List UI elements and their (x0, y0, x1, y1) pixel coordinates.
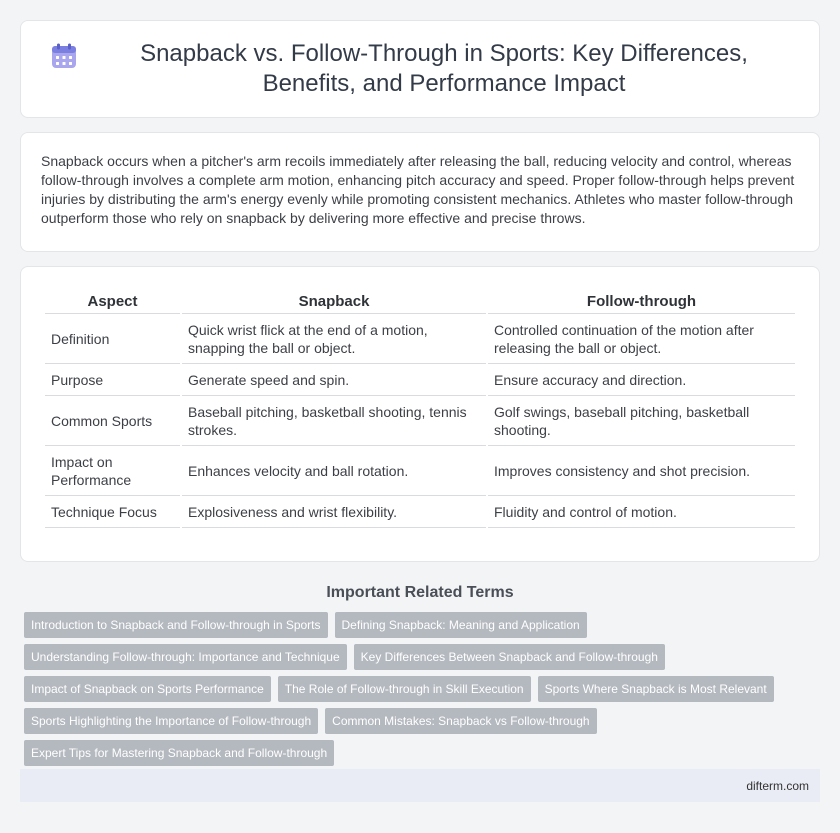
header-snapback: Snapback (182, 289, 486, 314)
follow-through-cell: Fluidity and control of motion. (488, 496, 795, 528)
table-row (45, 496, 795, 528)
aspect-cell: Technique Focus (45, 496, 180, 528)
related-terms-tags (20, 612, 820, 766)
related-term-tag[interactable]: Understanding Follow-through: Importance and Technique (24, 644, 347, 670)
intro-paragraph: Snapback occurs when a pitcher's arm recoils immediately after releasing the ball, reducing velocity and control, whereas follow-through involves a complete arm motion, enhancing pitch accuracy and speed. Proper follow-through helps prevent injuries by distributing the arm's energy evenly while promoting consistent mechanics. Athletes who master follow-through outperform those who rely on snapback by delivering more effective and precise throws. (41, 153, 795, 226)
table-row (45, 446, 795, 496)
related-term-tag[interactable]: Key Differences Between Snapback and Follow-through (354, 644, 665, 670)
snapback-cell: Baseball pitching, basketball shooting, tennis strokes. (182, 396, 486, 446)
table-row (45, 364, 795, 396)
aspect-cell: Purpose (45, 364, 180, 396)
aspect-cell: Impact on Performance (45, 446, 180, 496)
snapback-cell: Quick wrist flick at the end of a motion, snapping the ball or object. (182, 314, 486, 364)
snapback-cell: Generate speed and spin. (182, 364, 486, 396)
follow-through-cell: Golf swings, baseball pitching, basketball shooting. (488, 396, 795, 446)
intro-card (20, 132, 820, 252)
header-follow-through: Follow-through (488, 289, 795, 314)
aspect-cell: Common Sports (45, 396, 180, 446)
aspect-cell: Definition (45, 314, 180, 364)
related-term-tag[interactable]: Defining Snapback: Meaning and Application (335, 612, 587, 638)
calendar-icon (51, 43, 77, 69)
header-card (20, 20, 820, 118)
header-aspect: Aspect (45, 289, 180, 314)
table-row (45, 396, 795, 446)
table-header-row (45, 289, 795, 314)
follow-through-cell: Controlled continuation of the motion after releasing the ball or object. (488, 314, 795, 364)
related-term-tag[interactable]: Expert Tips for Mastering Snapback and Follow-through (24, 740, 334, 766)
related-term-tag[interactable]: The Role of Follow-through in Skill Execution (278, 676, 531, 702)
footer-site-link[interactable]: difterm.com (746, 778, 809, 793)
comparison-table (43, 289, 797, 528)
header-inner (51, 39, 789, 99)
snapback-cell: Enhances velocity and ball rotation. (182, 446, 486, 496)
follow-through-cell: Ensure accuracy and direction. (488, 364, 795, 396)
comparison-table-card (20, 266, 820, 562)
related-term-tag[interactable]: Impact of Snapback on Sports Performance (24, 676, 271, 702)
related-term-tag[interactable]: Common Mistakes: Snapback vs Follow-through (325, 708, 596, 734)
related-term-tag[interactable]: Introduction to Snapback and Follow-through in Sports (24, 612, 328, 638)
snapback-cell: Explosiveness and wrist flexibility. (182, 496, 486, 528)
follow-through-cell: Improves consistency and shot precision. (488, 446, 795, 496)
footer-bar (20, 769, 820, 802)
related-term-tag[interactable]: Sports Highlighting the Importance of Follow-through (24, 708, 318, 734)
table-row (45, 314, 795, 364)
page-title: Snapback vs. Follow-Through in Sports: Key Differences, Benefits, and Performance Impact (140, 40, 748, 97)
related-terms-section (0, 584, 840, 766)
related-term-tag[interactable]: Sports Where Snapback is Most Relevant (538, 676, 774, 702)
related-terms-title: Important Related Terms (326, 584, 514, 601)
